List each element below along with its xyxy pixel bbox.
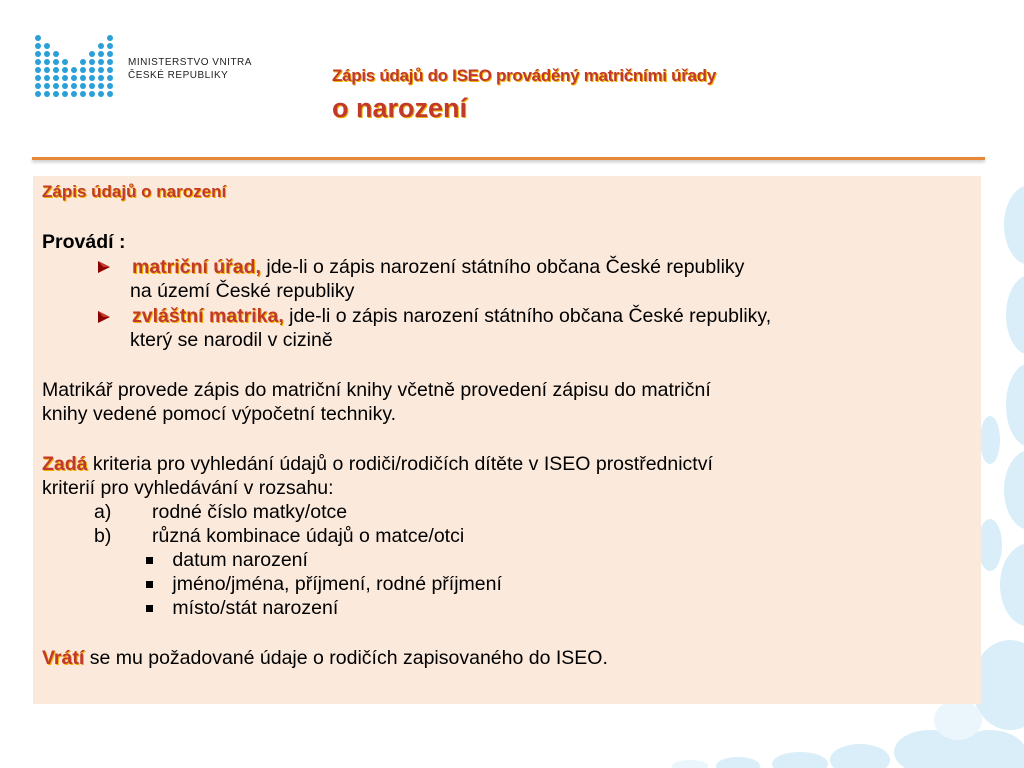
vrati-line: [42, 646, 608, 670]
matrikar-line-1: Matrikář provede zápis do matriční knihy včetně provedení zápisu do matriční: [42, 379, 711, 401]
sublist-item: [146, 572, 502, 596]
item-continuation: na území České republiky: [130, 280, 355, 302]
vrati-term: Vrátí: [42, 647, 85, 669]
list-marker: b): [94, 525, 112, 547]
header-divider: [32, 157, 985, 160]
matrikar-line-2: knihy vedené pomocí výpočetní techniky.: [42, 403, 397, 425]
sublist-item: [146, 596, 338, 620]
item-text: jde-li o zápis narození státního občana České republiky: [260, 256, 745, 278]
logo-line-2: ČESKÉ REPUBLIKY: [128, 70, 229, 81]
item-text: jde-li o zápis narození státního občana České republiky,: [283, 305, 772, 327]
square-bullet-icon: [146, 581, 153, 588]
slide-title: Zápis údajů do ISEO prováděný matričními úřady: [332, 66, 716, 85]
arrow-bullet-icon: [96, 309, 112, 325]
sublist-text: jméno/jména, příjmení, rodné příjmení: [172, 573, 502, 595]
list-item-text: různá kombinace údajů o matce/otci: [152, 525, 465, 547]
sublist-text: místo/stát narození: [172, 597, 339, 619]
vrati-text: se mu požadované údaje o rodičích zapisovaného do ISEO.: [84, 647, 608, 669]
logo-line-1: MINISTERSTVO VNITRA: [128, 57, 252, 68]
zada-term: Zadá: [42, 453, 88, 475]
provadi-label: Provádí :: [42, 231, 126, 253]
square-bullet-icon: [146, 605, 153, 612]
list-item: [132, 255, 744, 279]
zada-text: kriteria pro vyhledání údajů o rodiči/rodičích dítěte v ISEO prostřednictví: [87, 453, 713, 475]
zada-line-1: [42, 452, 713, 476]
list-item-text: rodné číslo matky/otce: [152, 501, 348, 523]
arrow-bullet-icon: [96, 259, 112, 275]
zada-line-2: kriterií pro vyhledávání v rozsahu:: [42, 477, 334, 499]
sublist-item: [146, 548, 308, 572]
item-term: matriční úřad,: [132, 256, 261, 278]
item-continuation: který se narodil v cizině: [130, 329, 333, 351]
square-bullet-icon: [146, 557, 153, 564]
sublist-text: datum narození: [172, 549, 308, 571]
section-heading: Zápis údajů o narození: [42, 182, 227, 201]
slide-subtitle: o narození: [332, 93, 468, 123]
ministry-logo-text: [128, 56, 252, 82]
item-term: zvláštní matrika,: [132, 305, 284, 327]
list-marker: a): [94, 501, 112, 523]
list-item: [132, 304, 771, 328]
